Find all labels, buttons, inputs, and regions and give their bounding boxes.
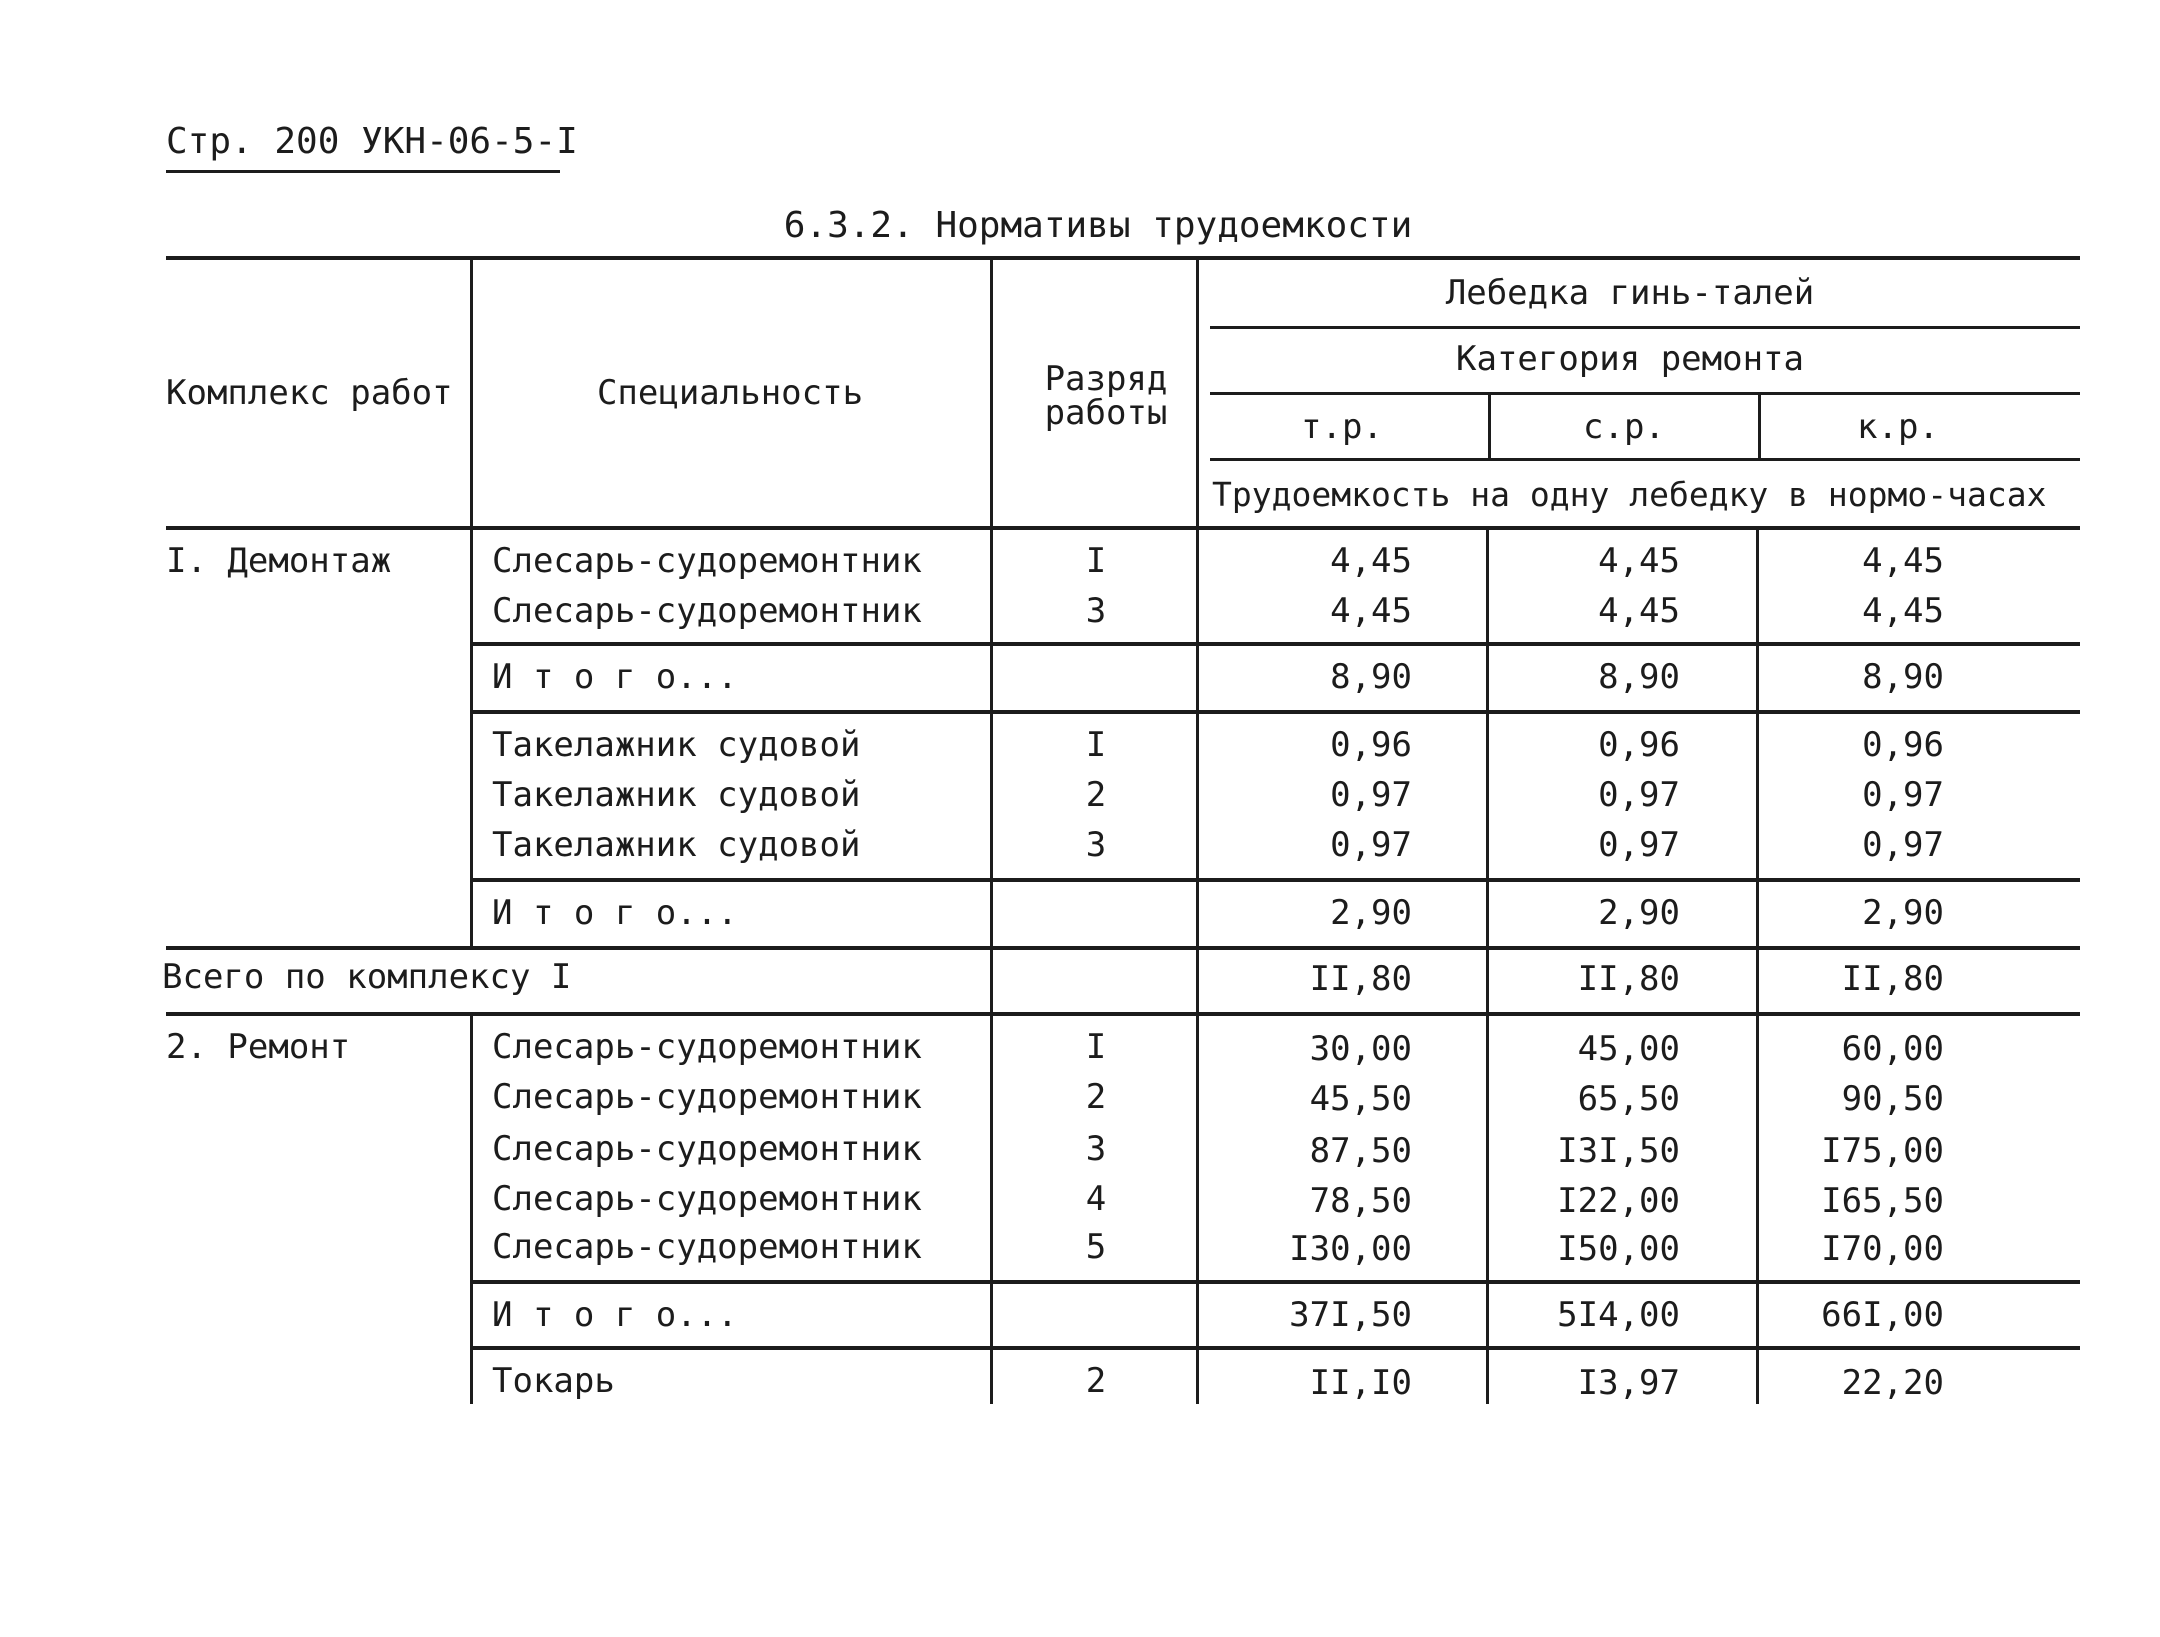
table-row-grade: I	[1085, 725, 1107, 765]
col-divider-sr-header	[1758, 392, 1761, 460]
table-row-sr: 45,00	[1577, 1029, 1680, 1069]
subtotal-label: И т о г о...	[492, 657, 738, 697]
rule-under-category	[1210, 392, 2080, 395]
page-header-underline	[166, 170, 560, 173]
rule-below-subtotal-1	[472, 710, 2080, 714]
rule-under-object	[1210, 326, 2080, 329]
col-header-complex: Комплекс работ	[166, 373, 453, 413]
col-header-sr: с.р.	[1583, 407, 1665, 447]
subtotal-kr: 66I,00	[1821, 1295, 1944, 1335]
rule-above-subtotal-3	[472, 1280, 2080, 1284]
table-row-sr: 0,97	[1598, 825, 1680, 865]
table-row-sr: 4,45	[1598, 541, 1680, 581]
table-row-kr: 4,45	[1862, 591, 1944, 631]
subtotal-tr: 2,90	[1330, 893, 1412, 933]
table-row-grade: 2	[1085, 775, 1107, 815]
table-row-grade: 3	[1085, 825, 1107, 865]
table-row-kr: 0,96	[1862, 725, 1944, 765]
table-row-grade: 3	[1085, 1129, 1107, 1169]
table-row-kr: 60,00	[1841, 1029, 1944, 1069]
col-header-specialty: Специальность	[596, 373, 864, 413]
complex-total-sr: II,80	[1577, 959, 1680, 999]
rule-below-total-1	[166, 1012, 2080, 1016]
subtotal-sr: 5I4,00	[1557, 1295, 1680, 1335]
col-header-object: Лебедка гинь-талей	[1445, 273, 1815, 313]
table-row-tr: II,I0	[1309, 1363, 1412, 1403]
subtotal-label: И т о г о...	[492, 1295, 738, 1335]
table-title: 6.3.2. Нормативы трудоемкости	[783, 205, 1413, 246]
table-row-sr: 4,45	[1598, 591, 1680, 631]
page-header: Стр. 200 УКН-06-5-I	[166, 121, 578, 162]
table-row-tr: 4,45	[1330, 591, 1412, 631]
table-row-specialty: Слесарь-судоремонтник	[492, 1077, 922, 1117]
col-divider-complex	[470, 258, 473, 946]
table-row-kr: 4,45	[1862, 541, 1944, 581]
table-row-grade: 2	[1085, 1361, 1107, 1401]
complex-total-tr: II,80	[1309, 959, 1412, 999]
rule-above-total-1	[166, 946, 2080, 950]
table-row-sr: 0,96	[1598, 725, 1680, 765]
subtotal-label: И т о г о...	[492, 893, 738, 933]
table-row-sr: I3I,50	[1557, 1131, 1680, 1171]
table-row-grade: 2	[1085, 1077, 1107, 1117]
table-row-grade: 4	[1085, 1179, 1107, 1219]
col-header-unit: Трудоемкость на одну лебедку в нормо-часах	[1212, 475, 2047, 514]
col-header-grade-line1: Разряд	[1044, 359, 1168, 399]
subtotal-sr: 2,90	[1598, 893, 1680, 933]
rule-above-subtotal-2	[472, 878, 2080, 882]
table-row-tr: 45,50	[1309, 1079, 1412, 1119]
table-row-tr: I30,00	[1289, 1229, 1412, 1269]
table-row-specialty: Токарь	[492, 1361, 615, 1401]
col-header-repair-category: Категория ремонта	[1456, 339, 1804, 379]
table-row-specialty: Слесарь-судоремонтник	[492, 541, 922, 581]
table-row-specialty: Такелажник судовой	[492, 825, 861, 865]
table-row-specialty: Такелажник судовой	[492, 775, 861, 815]
table-row-kr: 90,50	[1841, 1079, 1944, 1119]
table-row-specialty: Слесарь-судоремонтник	[492, 1027, 922, 1067]
table-row-tr: 87,50	[1309, 1131, 1412, 1171]
col-divider-tr-header	[1488, 392, 1491, 460]
subtotal-kr: 2,90	[1862, 893, 1944, 933]
table-row-kr: I65,50	[1821, 1181, 1944, 1221]
subtotal-tr: 8,90	[1330, 657, 1412, 697]
table-row-tr: 30,00	[1309, 1029, 1412, 1069]
table-row-grade: I	[1085, 1027, 1107, 1067]
subtotal-kr: 8,90	[1862, 657, 1944, 697]
col-header-kr: к.р.	[1857, 407, 1939, 447]
complex-label-2: 2. Ремонт	[166, 1027, 351, 1067]
subtotal-sr: 8,90	[1598, 657, 1680, 697]
table-row-tr: 0,97	[1330, 775, 1412, 815]
table-row-tr: 0,96	[1330, 725, 1412, 765]
table-row-sr: I50,00	[1557, 1229, 1680, 1269]
header-bottom-rule	[166, 526, 2080, 530]
complex-total-kr: II,80	[1841, 959, 1944, 999]
table-row-specialty: Слесарь-судоремонтник	[492, 1179, 922, 1219]
table-row-kr: 0,97	[1862, 825, 1944, 865]
table-row-kr: 0,97	[1862, 775, 1944, 815]
table-row-sr: 0,97	[1598, 775, 1680, 815]
col-divider-tr	[1486, 526, 1489, 1404]
col-divider-grade	[1196, 258, 1199, 1404]
col-header-tr: т.р.	[1301, 407, 1383, 447]
table-row-specialty: Такелажник судовой	[492, 725, 861, 765]
table-row-specialty: Слесарь-судоремонтник	[492, 1227, 922, 1267]
col-header-grade-line2: работы	[1044, 393, 1168, 433]
subtotal-tr: 37I,50	[1289, 1295, 1412, 1335]
complex-label-1: I. Демонтаж	[166, 541, 392, 581]
table-top-rule	[166, 256, 2080, 260]
table-row-grade: I	[1085, 541, 1107, 581]
complex-total-label: Всего по комплексу I	[162, 957, 572, 997]
col-divider-sr	[1756, 526, 1759, 1404]
table-row-kr: 22,20	[1841, 1363, 1944, 1403]
table-row-sr: I22,00	[1557, 1181, 1680, 1221]
table-row-tr: 0,97	[1330, 825, 1412, 865]
table-row-tr: 4,45	[1330, 541, 1412, 581]
table-row-tr: 78,50	[1309, 1181, 1412, 1221]
col-divider-complex-2	[470, 1014, 473, 1404]
table-row-grade: 3	[1085, 591, 1107, 631]
col-divider-specialty	[990, 258, 993, 1404]
table-row-specialty: Слесарь-судоремонтник	[492, 591, 922, 631]
rule-under-tr-sr-kr	[1210, 458, 2080, 461]
rule-below-subtotal-3	[472, 1346, 2080, 1350]
table-row-sr: I3,97	[1577, 1363, 1680, 1403]
table-row-kr: I70,00	[1821, 1229, 1944, 1269]
table-row-specialty: Слесарь-судоремонтник	[492, 1129, 922, 1169]
table-row-sr: 65,50	[1577, 1079, 1680, 1119]
table-row-kr: I75,00	[1821, 1131, 1944, 1171]
table-row-grade: 5	[1085, 1227, 1107, 1267]
rule-above-subtotal-1	[472, 642, 2080, 646]
